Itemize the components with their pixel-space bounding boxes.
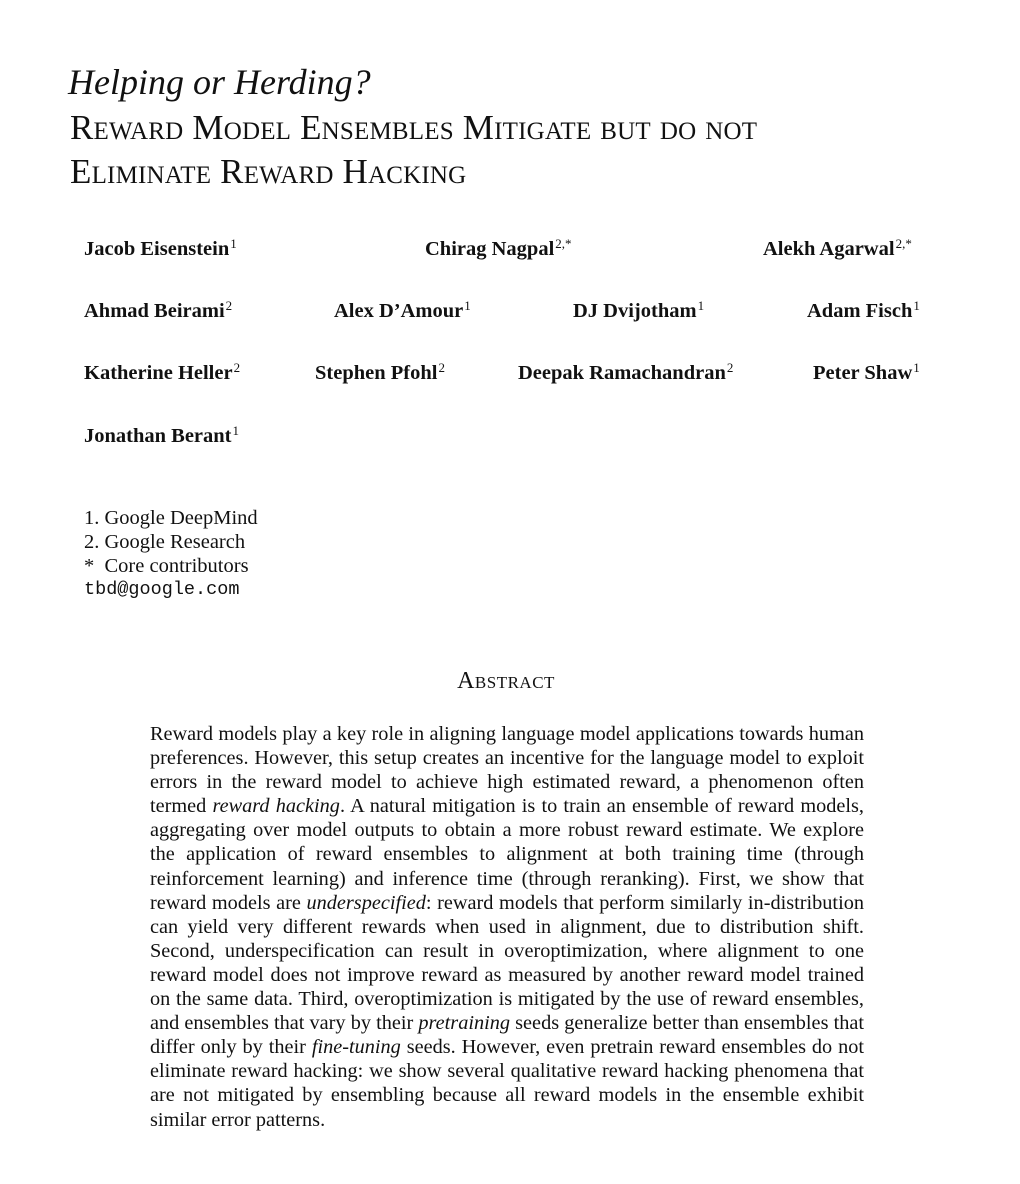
- title-line-2: Reward Model Ensembles Mitigate but do not: [70, 108, 758, 147]
- emphasis-underspecified: underspecified: [306, 891, 426, 914]
- contact-email[interactable]: tbd@google.com: [84, 579, 240, 600]
- emphasis-fine-tuning: fine-tuning: [311, 1036, 401, 1059]
- affiliation-2: 2. Google Research: [84, 531, 246, 553]
- author-stephen-pfohl: Stephen Pfohl$^2$: [315, 360, 445, 384]
- author-adam-fisch: Adam Fisch$^1$: [807, 298, 920, 322]
- abstract-body: Reward models play a key role in aligning language model applications towards human preferences. However, this setup creates an incentive for the language model to exploit errors in the reward model to achieve high estimated reward, a phenomenon often termed reward hacking. A natural mitigation is to train an ensemble of reward models, aggregating over model outputs to obtain a more robust reward estimate. We explore the application of reward ensembles to alignment at both training time (through reinforcement learning) and inference time (through reranking). First, we show that reward models are underspecified: reward models that perform similarly in-distribution can yield very different rewards when used in alignment, due to distribution shift. Second, underspecification can result in overoptimization, where alignment to one reward model does not improve reward as measured by another reward model trained on the same data. Third, overoptimization is mitigated by the use of reward ensembles, and ensembles that vary by their pretraining seeds generalize better than ensembles that differ only by their fine-tuning seeds. However, even pretrain reward ensembles do not eliminate reward hacking: we show several qualitative reward hacking phenomena that are not mitigated by ensembling because all reward models in the ensemble exhibit similar error patterns.: [150, 723, 864, 1131]
- author-chirag-nagpal: Chirag Nagpal$^{2,*}$: [425, 236, 572, 260]
- author-ahmad-beirami: Ahmad Beirami$^2$: [84, 298, 233, 322]
- affiliation-1: 1. Google DeepMind: [84, 507, 258, 529]
- title-line-3: Eliminate Reward Hacking: [70, 152, 467, 191]
- author-katherine-heller: Katherine Heller$^2$: [84, 360, 241, 384]
- author-dj-dvijotham: DJ Dvijotham$^1$: [573, 298, 705, 322]
- author-alex-damour: Alex D’Amour$^1$: [334, 298, 471, 322]
- author-peter-shaw: Peter Shaw$^1$: [813, 360, 920, 384]
- emphasis-reward-hacking: reward hacking: [212, 795, 340, 818]
- author-deepak-ramachandran: Deepak Ramachandran$^2$: [518, 360, 734, 384]
- title-line-1: Helping or Herding?: [68, 62, 371, 102]
- affiliation-core: * Core contributors: [84, 555, 249, 577]
- author-alekh-agarwal: Alekh Agarwal$^{2,*}$: [763, 236, 912, 260]
- emphasis-pretraining: pretraining: [418, 1012, 511, 1035]
- author-jonathan-berant: Jonathan Berant$^1$: [84, 423, 240, 447]
- author-jacob-eisenstein: Jacob Eisenstein$^1$: [84, 236, 237, 260]
- abstract-heading: Abstract: [457, 668, 555, 694]
